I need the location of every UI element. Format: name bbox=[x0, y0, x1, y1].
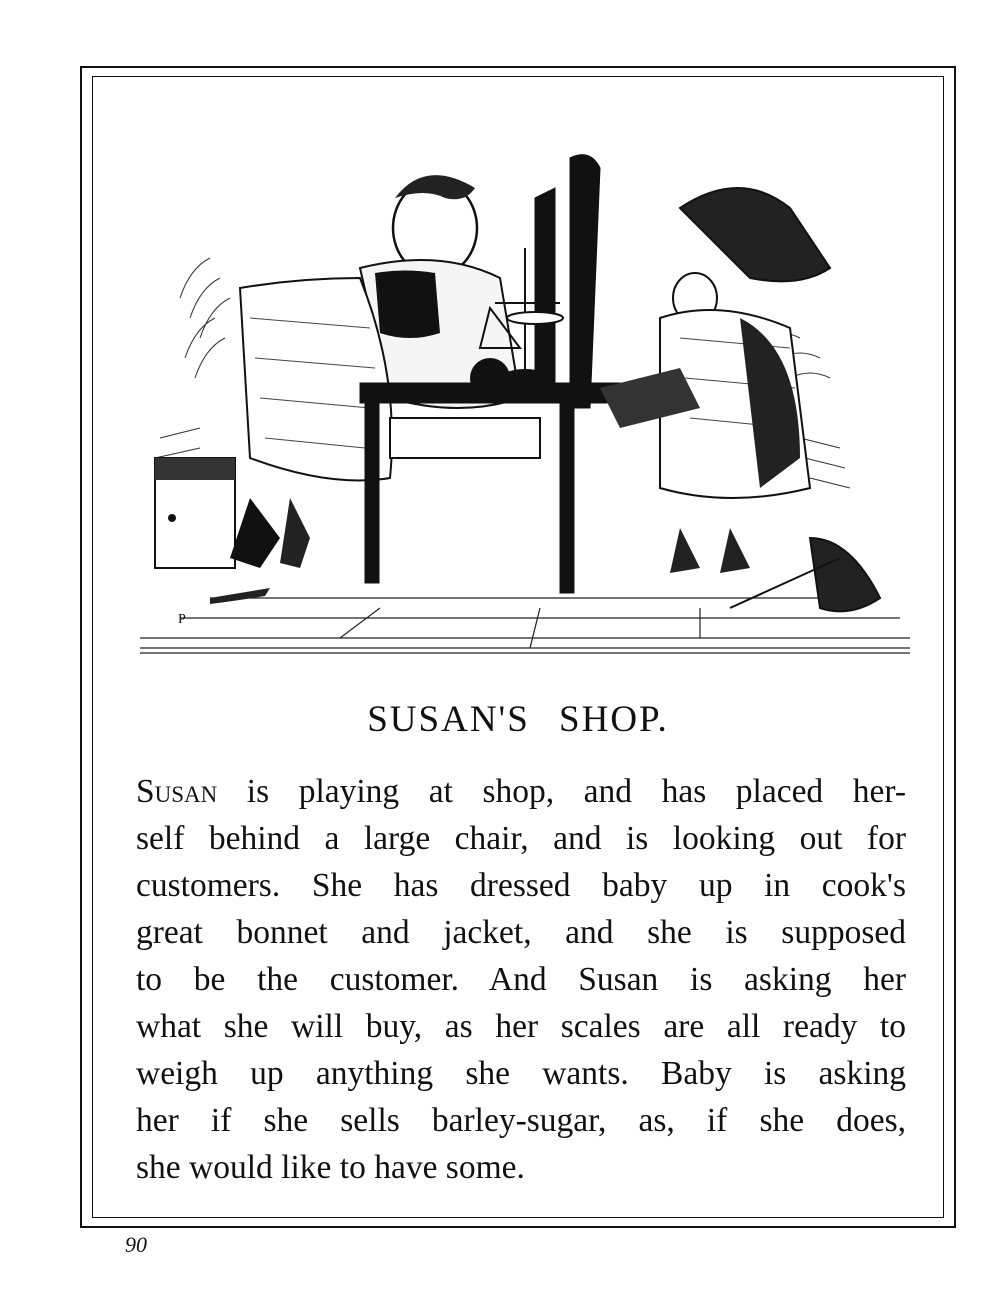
text-line-3: customers. She has dressed baby up in cook's bbox=[136, 867, 906, 904]
text-line-8: her if she sells barley-sugar, as, if she does, bbox=[136, 1102, 906, 1139]
drop-word: Susan bbox=[136, 773, 218, 810]
shop-illustration bbox=[140, 138, 910, 658]
text-line-9: she would like to have some. bbox=[136, 1149, 525, 1186]
page-title: SUSAN'S SHOP. bbox=[367, 699, 669, 740]
text-line-2: self behind a large chair, and is looking out for bbox=[136, 820, 906, 857]
text-line-1: Susan is playing at shop, and has placed her- bbox=[136, 773, 906, 810]
body-paragraph bbox=[136, 768, 906, 1191]
text-line-4: great bonnet and jacket, and she is supposed bbox=[136, 914, 906, 951]
artist-mark: P bbox=[178, 612, 186, 627]
text-line-7: weigh up anything she wants. Baby is asking bbox=[136, 1055, 906, 1092]
page-number: 90 bbox=[125, 1232, 147, 1257]
text-line-6: what she will buy, as her scales are all ready to bbox=[136, 1008, 906, 1045]
text-line-5: to be the customer. And Susan is asking her bbox=[136, 961, 906, 998]
